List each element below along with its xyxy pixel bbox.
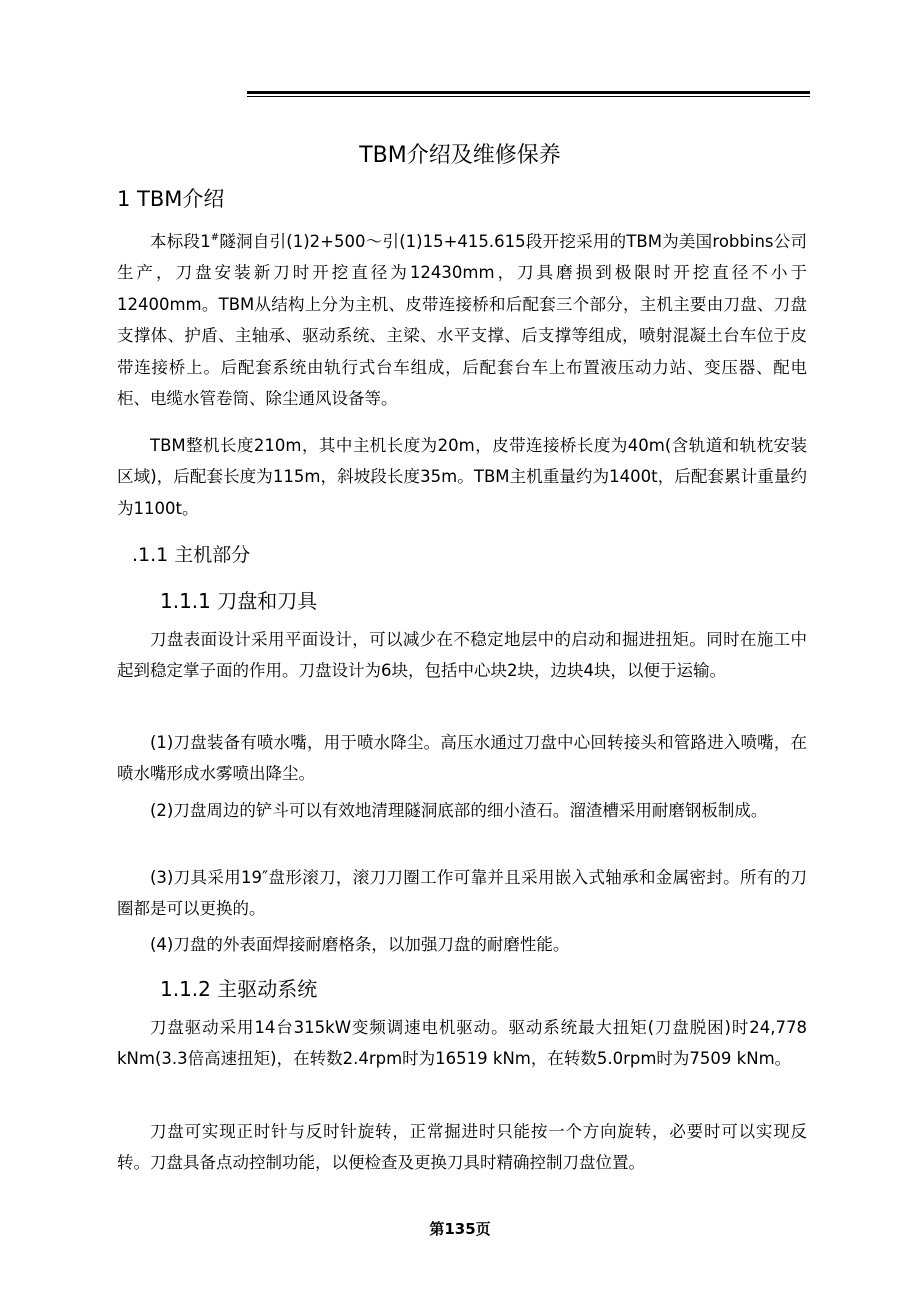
intro-paragraph-1-start: 本标段1: [150, 232, 211, 251]
intro-paragraph-2: TBM整机长度210m，其中主机长度为20m，皮带连接桥长度为40m(含轨道和轨枕安装区域)，后配套长度为115m，斜坡段长度35m。TBM主机重量约为1400t，后配套累计重量约为1100t。: [117, 436, 807, 518]
header-rule-thin: [247, 96, 810, 97]
intro-paragraph-1: [117, 226, 807, 414]
intro-paragraph-1-rest: 隧洞自引(1)2+500～引(1)15+415.615段开挖采用的TBM为美国robbins公司生产，刀盘安装新刀时开挖直径为12430mm，刀具磨损到极限时开挖直径不小于12400mm。TBM从结构上分为主机、皮带连接桥和后配套三个部分，主机主要由刀盘、刀盘支撑体、护盾、主轴承、驱动系统、主梁、水平支撑、后支撑等组成，喷射混凝土台车位于皮带连接桥上。后配套系统由轨行式台车组成，后配套台车上布置液压动力站、变压器、配电柜、电缆水管卷筒、除尘通风设备等。: [117, 232, 807, 409]
cutter-paragraph: 刀盘表面设计采用平面设计，可以减少在不稳定地层中的启动和掘进扭矩。同时在施工中起到稳定掌子面的作用。刀盘设计为6块，包括中心块2块，边块4块，以便于运输。: [117, 630, 807, 681]
drive-paragraph-2: 刀盘可实现正时针与反时针旋转，正常掘进时只能按一个方向旋转，必要时可以实现反转。刀盘具备点动控制功能，以便检查及更换刀具时精确控制刀盘位置。: [117, 1122, 807, 1173]
cutter-item-1: (1)刀盘装备有喷水嘴，用于喷水降尘。高压水通过刀盘中心回转接头和管路进入喷嘴，在喷水嘴形成水雾喷出降尘。: [117, 733, 807, 784]
document-title: TBM介绍及维修保养: [359, 143, 561, 168]
page-number: 第135页: [429, 1220, 491, 1238]
superscript-mark: #: [210, 232, 220, 243]
section-heading-1-1: .1.1 主机部分: [132, 544, 251, 566]
section-heading-1-1-2: 1.1.2 主驱动系统: [160, 977, 318, 1001]
cutter-item-2: (2)刀盘周边的铲斗可以有效地清理隧洞底部的细小渣石。溜渣槽采用耐磨钢板制成。: [150, 801, 768, 820]
header-rule-thick: [247, 91, 810, 94]
drive-paragraph-1: 刀盘驱动采用14台315kW变频调速电机驱动。驱动系统最大扭矩(刀盘脱困)时24,778 kNm(3.3倍高速扭矩)，在转数2.4rpm时为16519 kNm，在转数5.0rpm时为7509 kNm。: [117, 1018, 807, 1069]
cutter-item-4: (4)刀盘的外表面焊接耐磨格条，以加强刀盘的耐磨性能。: [150, 935, 570, 954]
section-heading-1: 1 TBM介绍: [117, 187, 225, 211]
cutter-item-3: (3)刀具采用19″盘形滚刀，滚刀刀圈工作可靠并且采用嵌入式轴承和金属密封。所有的刀圈都是可以更换的。: [117, 868, 807, 919]
section-heading-1-1-1: 1.1.1 刀盘和刀具: [160, 589, 318, 613]
